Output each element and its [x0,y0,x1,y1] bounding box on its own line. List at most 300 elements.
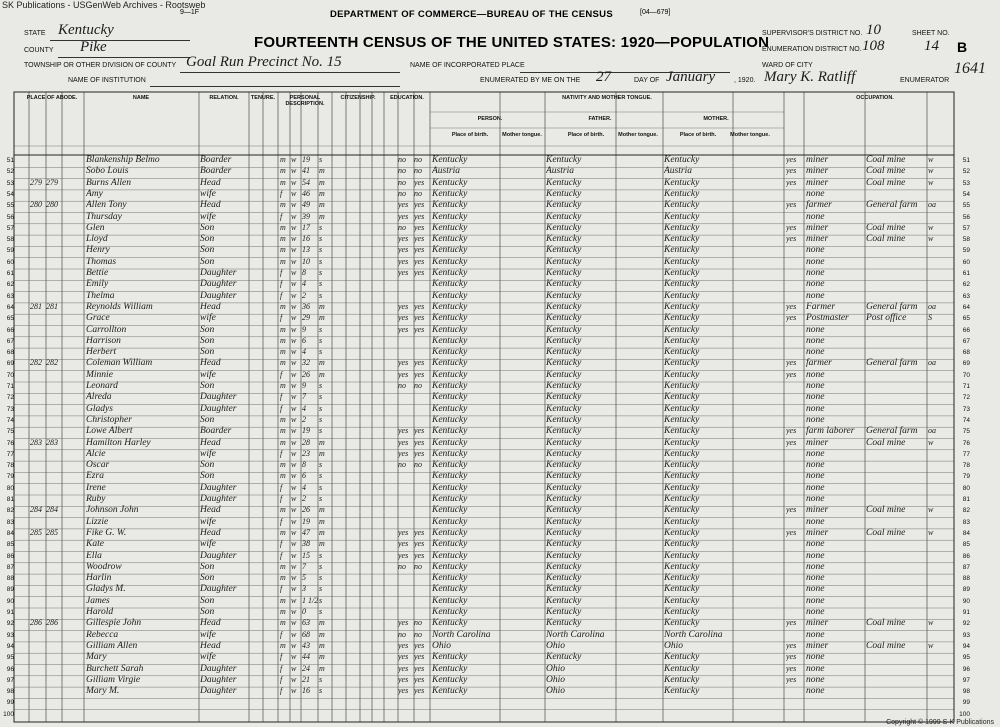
cell-marital: s [319,414,323,424]
cell-read: yes [398,652,409,662]
cell-trade: none [806,392,825,403]
cell-relation: Son [200,347,215,358]
cell-relation: Daughter [200,686,237,697]
cell-marital: s [319,482,323,492]
sheet-value: 14 [924,38,939,54]
row-number: 79 [6,473,14,481]
cell-relation: Son [200,573,215,584]
cell-mbirth: Kentucky [664,155,700,165]
cell-relation: Son [200,414,215,425]
cell-birth: Kentucky [432,550,468,561]
cell-name: Rebecca [86,629,119,640]
cell-write: no [414,618,422,628]
cell-yes: yes [786,200,797,210]
cell-age: 4 [302,279,306,289]
cell-race: w [291,313,297,323]
row-number: 62 [962,281,970,289]
cell-age: 44 [302,652,310,662]
cell-family: 280 [46,200,58,210]
cell-name: Christopher [86,414,132,425]
row-number: 54 [6,190,14,198]
cell-mbirth: Kentucky [664,618,700,629]
cell-birth: Kentucky [432,663,468,674]
row-number: 78 [962,462,970,470]
cell-read: yes [398,245,409,255]
cell-mbirth: Kentucky [664,177,700,188]
cell-race: w [291,392,297,402]
cell-relation: wife [200,313,216,324]
cell-name: Emily [86,279,109,290]
cell-race: w [291,595,297,605]
cell-relation: Son [200,324,215,335]
row-number: 98 [962,688,970,696]
cell-read: no [398,381,406,390]
cell-age: 23 [302,448,310,458]
enumerator-label: ENUMERATOR [900,77,950,84]
row-number: 96 [6,665,14,673]
cell-sex: f [280,663,283,673]
cell-fbirth: Kentucky [546,618,582,629]
cell-mbirth: Kentucky [664,335,700,346]
cell-fbirth: Kentucky [546,539,582,550]
cell-marital: m [319,358,325,368]
cell-relation: Head [200,527,221,538]
cell-race: w [291,234,297,244]
cell-marital: s [319,595,323,605]
row-number: 68 [962,349,970,357]
cell-birth: Ohio [432,640,451,651]
row-number: 93 [962,631,970,639]
cell-trade: none [806,686,825,697]
cell-mbirth: Kentucky [664,222,700,233]
cell-marital: s [319,584,323,594]
cell-race: w [291,279,297,289]
cell-trade: farm laborer [806,426,855,437]
cell-birth: Kentucky [432,155,468,165]
institution-label: NAME OF INSTITUTION [68,77,146,84]
cell-name: Gladys M. [86,584,126,595]
cell-relation: Daughter [200,279,237,290]
cell-race: w [291,256,297,266]
cell-marital: s [319,155,323,164]
cell-age: 39 [302,211,310,221]
cell-birth: Austria [432,166,460,177]
cell-yes: yes [786,640,797,650]
cell-dwelling: 283 [30,437,42,447]
cell-name: Harrison [86,335,121,346]
cell-mbirth: Kentucky [664,595,700,606]
cell-write: no [414,155,422,164]
row-number: 73 [6,405,14,413]
cell-age: 54 [302,177,310,187]
row-number: 70 [962,371,970,379]
cell-mbirth: Kentucky [664,381,700,391]
cell-age: 63 [302,618,310,628]
cell-trade: none [806,448,825,459]
cell-trade: none [806,539,825,550]
cell-mbirth: Kentucky [664,256,700,267]
cell-age: 19 [302,426,310,436]
cell-race: w [291,516,297,526]
col-father-tongue: Mother tongue. [618,132,658,138]
row-number: 68 [6,349,14,357]
cell-write: no [414,381,422,390]
cell-sex: m [280,471,286,481]
cell-fbirth: North Carolina [546,629,605,640]
cell-name: Kate [86,539,104,550]
cell-name: Mary M. [86,686,120,697]
row-number: 91 [6,609,14,616]
cell-read: yes [398,539,409,549]
cell-name: Fike G. W. [86,527,127,538]
cell-write: yes [414,313,425,323]
cell-trade: none [806,494,825,504]
enumeration-value: 108 [862,38,885,54]
cell-fbirth: Kentucky [546,268,582,278]
cell-sex: m [280,222,286,232]
margin-number: 1641 [954,60,986,77]
cell-sex: f [280,629,283,639]
cell-write: yes [414,448,425,458]
row-number: 74 [962,416,970,424]
cell-marital: s [319,573,323,583]
row-number: 66 [6,326,14,334]
cell-relation: Head [200,358,221,369]
cell-birth: Kentucky [432,403,468,414]
cell-cls: oa [928,426,936,436]
cell-marital: s [319,494,323,503]
cell-marital: s [319,561,323,571]
cell-name: Herbert [86,347,117,358]
cell-sex: f [280,584,283,594]
cell-marital: s [319,460,323,470]
cell-age: 7 [302,561,306,571]
row-number: 81 [962,496,970,503]
cell-fbirth: Kentucky [546,245,582,256]
col-mother-tongue: Mother tongue. [730,132,770,138]
copyright: Copyright © 1999 S-K Publications [886,719,994,726]
row-number: 65 [962,315,970,323]
cell-sex: m [280,595,286,605]
cell-fbirth: Kentucky [546,494,582,504]
cell-mbirth: Kentucky [664,279,700,290]
cell-age: 41 [302,166,310,176]
row-number: 92 [962,620,970,628]
cell-age: 16 [302,234,310,244]
row-number: 52 [6,168,14,176]
enumerated-month: January [666,69,716,85]
cell-sex: m [280,426,286,436]
cell-industry: Coal mine [866,222,906,233]
cell-trade: Postmaster [806,313,849,324]
cell-write: yes [414,686,425,696]
cell-read: yes [398,640,409,650]
cell-mbirth: Kentucky [664,200,700,211]
cell-birth: Kentucky [432,652,468,663]
col-personal: PERSONAL DESCRIPTION. [285,95,325,107]
cell-sex: f [280,674,283,684]
cell-read: yes [398,358,409,368]
cell-race: w [291,652,297,662]
cell-relation: Daughter [200,550,237,561]
row-number: 100 [959,710,970,718]
cell-birth: Kentucky [432,505,468,516]
cell-cls: w [928,618,934,628]
cell-relation: Son [200,256,215,267]
cell-trade: none [806,268,825,278]
cell-age: 43 [302,640,310,650]
cell-age: 28 [302,437,310,447]
cell-name: Lizzie [86,516,109,527]
cell-birth: Kentucky [432,313,468,324]
cell-write: yes [414,369,425,379]
row-number: 80 [962,484,970,492]
row-number: 90 [6,597,14,605]
cell-marital: m [319,211,325,221]
cell-birth: Kentucky [432,686,468,697]
cell-relation: wife [200,539,216,550]
cell-fbirth: Kentucky [546,550,582,561]
cell-age: 36 [302,301,310,311]
ward-label: WARD OF CITY [762,62,813,69]
cell-age: 10 [302,256,310,266]
cell-trade: none [806,573,825,584]
cell-dwelling: 279 [30,177,42,187]
cell-age: 4 [302,403,306,413]
cell-read: no [398,561,406,571]
cell-trade: none [806,663,825,674]
row-number: 86 [962,552,970,560]
col-citizenship: CITIZENSHIP. [340,95,376,101]
cell-marital: s [319,426,323,436]
cell-fbirth: Kentucky [546,222,582,233]
cell-mbirth: Kentucky [664,211,700,222]
cell-birth: Kentucky [432,188,468,199]
cell-sex: m [280,505,286,515]
cell-name: Gilliam Allen [86,640,138,651]
cell-write: yes [414,256,425,266]
cell-age: 5 [302,573,306,583]
cell-relation: Son [200,561,215,572]
enumerator-name: Mary K. Ratliff [764,69,856,85]
cell-trade: none [806,629,825,640]
cell-mbirth: Kentucky [664,482,700,493]
row-number: 93 [6,631,14,639]
cell-marital: s [319,392,323,402]
cell-age: 13 [302,245,310,255]
cell-birth: Kentucky [432,279,468,290]
cell-race: w [291,245,297,255]
cell-sex: f [280,188,283,198]
cell-mbirth: Kentucky [664,188,700,199]
row-number: 54 [962,190,970,198]
row-number: 70 [6,371,14,379]
cell-marital: s [319,607,323,616]
row-number: 95 [6,654,14,662]
cell-fbirth: Kentucky [546,584,582,595]
row-number: 62 [6,281,14,289]
cell-race: w [291,347,297,357]
row-number: 58 [962,236,970,244]
cell-race: w [291,584,297,594]
cell-marital: s [319,347,323,357]
cell-birth: Kentucky [432,369,468,380]
cell-read: yes [398,369,409,379]
cell-fbirth: Kentucky [546,516,582,527]
cell-marital: m [319,188,325,198]
cell-relation: wife [200,448,216,459]
cell-race: w [291,437,297,447]
cell-age: 2 [302,414,306,424]
cell-write: yes [414,358,425,368]
cell-marital: m [319,640,325,650]
cell-name: James [86,595,110,606]
cell-marital: s [319,290,323,300]
col-person: PERSON. [477,116,503,122]
cell-trade: none [806,550,825,561]
cell-relation: Head [200,177,221,188]
cell-read: yes [398,448,409,458]
cell-relation: Daughter [200,268,237,278]
county-label: COUNTY [24,47,54,54]
cell-race: w [291,674,297,684]
cell-trade: miner [806,640,829,651]
cell-mbirth: Kentucky [664,505,700,516]
cell-fbirth: Kentucky [546,437,582,448]
cell-marital: s [319,222,323,232]
row-number: 94 [962,642,970,650]
cell-write: no [414,188,422,198]
cell-write: yes [414,245,425,255]
row-number: 77 [6,450,14,458]
cell-birth: Kentucky [432,471,468,482]
cell-read: yes [398,256,409,266]
cell-sex: f [280,290,283,300]
cell-fbirth: Kentucky [546,381,582,391]
cell-sex: f [280,550,283,560]
cell-age: 4 [302,347,306,357]
cell-dwelling: 280 [30,200,42,210]
cell-dwelling: 284 [30,505,42,515]
cell-name: Ella [86,550,102,561]
cell-mbirth: Kentucky [664,539,700,550]
col-nativity: NATIVITY AND MOTHER TONGUE. [562,95,652,101]
cell-read: yes [398,674,409,684]
cell-marital: s [319,550,323,560]
cell-age: 19 [302,516,310,526]
cell-industry: General farm [866,426,918,437]
cell-marital: s [319,245,323,255]
state-value: Kentucky [58,22,114,38]
cell-birth: Kentucky [432,177,468,188]
row-number: 77 [962,450,970,458]
cell-name: Ezra [86,471,104,482]
cell-birth: Kentucky [432,482,468,493]
cell-name: Reynolds William [86,301,153,312]
cell-industry: Coal mine [866,640,906,651]
cell-race: w [291,629,297,639]
cell-cls: w [928,177,934,187]
cell-race: w [291,211,297,221]
cell-cls: w [928,505,934,515]
cell-marital: s [319,471,323,481]
cell-write: no [414,629,422,639]
cell-relation: wife [200,188,216,199]
cell-race: w [291,222,297,232]
row-number: 97 [962,676,970,684]
cell-sex: m [280,177,286,187]
cell-sex: m [280,381,286,390]
sheet-letter: B [957,39,968,55]
cell-age: 9 [302,381,306,390]
row-number: 82 [962,507,970,515]
cell-birth: Kentucky [432,426,468,437]
cell-sex: m [280,166,286,176]
cell-race: w [291,335,297,345]
cell-age: 49 [302,200,310,210]
cell-trade: none [806,516,825,527]
incorporated-label: NAME OF INCORPORATED PLACE [410,62,525,69]
cell-fbirth: Ohio [546,674,565,685]
cell-relation: Head [200,301,221,312]
cell-name: Sobo Louis [86,166,129,177]
row-number: 58 [6,236,14,244]
cell-family: 281 [46,301,58,311]
cell-race: w [291,166,297,176]
cell-marital: s [319,381,323,390]
cell-relation: Son [200,222,215,233]
row-number: 51 [6,157,14,164]
cell-fbirth: Kentucky [546,290,582,301]
cell-race: w [291,482,297,492]
row-number: 96 [962,665,970,673]
row-number: 76 [962,439,970,447]
cell-trade: miner [806,437,829,448]
row-number: 61 [6,270,14,277]
cell-mbirth: Kentucky [664,663,700,674]
cell-trade: none [806,369,825,380]
cell-trade: none [806,674,825,685]
cell-trade: none [806,471,825,482]
row-number: 66 [962,326,970,334]
cell-read: yes [398,324,409,334]
row-number: 53 [6,179,14,187]
cell-read: no [398,188,406,198]
cell-fbirth: Kentucky [546,505,582,516]
cell-fbirth: Kentucky [546,211,582,222]
cell-read: no [398,166,406,176]
supervisor-label: SUPERVISOR'S DISTRICT NO. [762,30,863,37]
cell-fbirth: Kentucky [546,392,582,403]
cell-age: 16 [302,686,310,696]
cell-age: 68 [302,629,310,639]
cell-mbirth: Kentucky [664,426,700,437]
cell-trade: none [806,290,825,301]
row-number: 64 [962,303,970,311]
cell-birth: Kentucky [432,414,468,425]
cell-birth: Kentucky [432,335,468,346]
cell-cls: oa [928,358,936,368]
cell-trade: none [806,324,825,335]
cell-relation: Son [200,381,215,391]
cell-race: w [291,155,297,164]
cell-sex: f [280,482,283,492]
cell-mbirth: Kentucky [664,516,700,527]
cell-mbirth: Kentucky [664,268,700,278]
cell-age: 29 [302,313,310,323]
cell-age: 1 1/2 [302,595,318,605]
row-number: 87 [6,563,14,571]
